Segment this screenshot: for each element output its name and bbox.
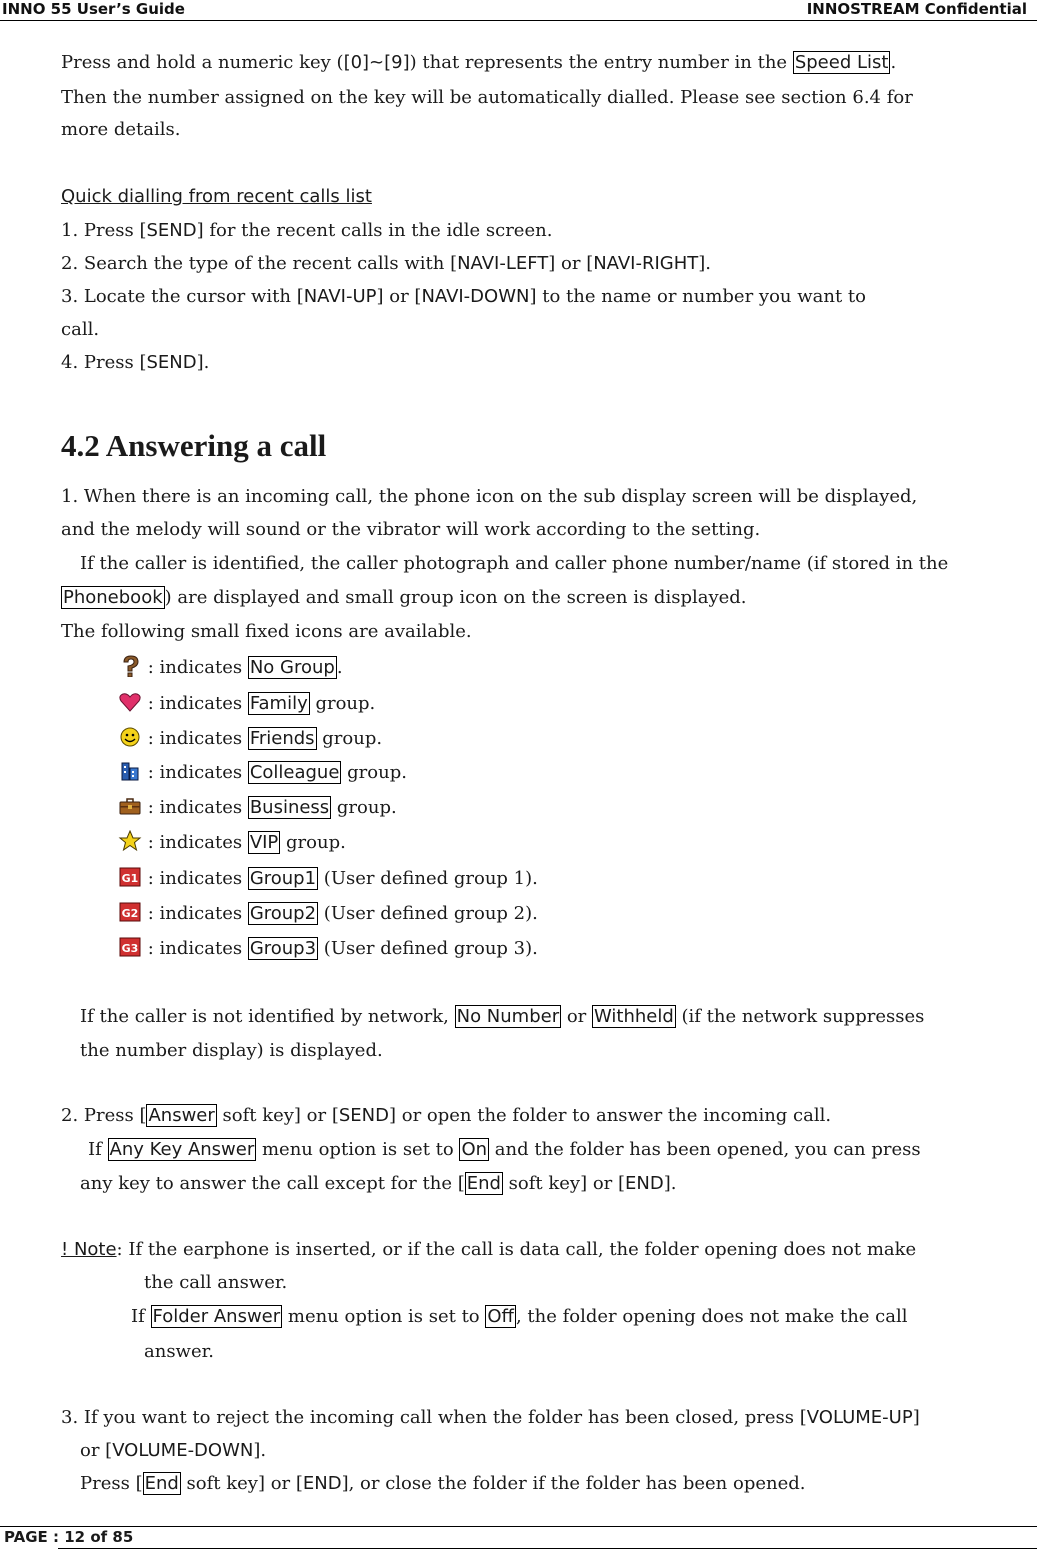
group-label-business: Business (249, 797, 330, 818)
quick-step-2: 2. Search the type of the recent calls with [NAVI-LEFT] or [NAVI-RIGHT]. (61, 253, 712, 274)
group-row-group3: G3 : indicates Group3 (User defined group 3). (118, 936, 538, 962)
answer-label: Answer (148, 1105, 215, 1126)
quick-step-3-cont: call. (61, 319, 100, 340)
p1-line-3: If the caller is identified, the caller photograph and caller phone number/name (if stored in the (80, 553, 949, 574)
group-label-colleague: Colleague (249, 762, 340, 783)
group-row-family: : indicates Family group. (118, 691, 375, 717)
p2-line-3: any key to answer the call except for the [ End soft key] or [END]. (80, 1173, 677, 1194)
group-row-colleague: : indicates Colleague group. (118, 760, 407, 786)
group-label-family: Family (249, 693, 308, 714)
group-row-no-group: : indicates No Group . (118, 655, 343, 681)
p3-line-2: or [VOLUME-DOWN]. (80, 1440, 267, 1461)
end-label-2: End (144, 1473, 179, 1494)
smiley-icon (118, 726, 142, 748)
page-footer (0, 1526, 1037, 1550)
intro-line-1: Press and hold a numeric key ([0]~[9]) that represents the entry number in the Speed List . (61, 52, 897, 73)
header-left: INNO 55 User’s Guide (2, 0, 185, 18)
quick-dial-title: Quick dialling from recent calls list (61, 186, 372, 207)
group-label-group2: Group2 (249, 903, 317, 924)
group-label-group1: Group1 (249, 868, 317, 889)
p3-line-3: Press [ End soft key] or [END], or close the folder if the folder has been opened. (80, 1473, 806, 1494)
end-label: End (466, 1173, 501, 1194)
folder-answer-label: Folder Answer (152, 1306, 281, 1327)
note-line-2: the call answer. (144, 1272, 288, 1293)
note-line-1: ! Note: If the earphone is inserted, or if the call is data call, the folder opening does not make (61, 1239, 917, 1260)
page-number: PAGE : 12 of 85 (4, 1528, 134, 1546)
note-line-4: answer. (144, 1341, 214, 1362)
group-label-no-group: No Group (249, 657, 335, 678)
svg-text:G3: G3 (121, 942, 139, 955)
quick-step-1: 1. Press [SEND] for the recent calls in the idle screen. (61, 220, 553, 241)
note-line-3: If Folder Answer menu option is set to Off , the folder opening does not make the call (131, 1306, 908, 1327)
withheld-label: Withheld (594, 1006, 674, 1027)
group-row-business: : indicates Business group. (118, 795, 397, 821)
footer-rule (0, 1526, 1037, 1527)
p2-line-2: If Any Key Answer menu option is set to On and the folder has been opened, you can press (88, 1139, 921, 1160)
page-header (0, 0, 1037, 21)
svg-text:G1: G1 (121, 872, 139, 885)
intro-line-2: Then the number assigned on the key will be automatically dialled. Please see section 6.4 for (61, 87, 913, 108)
building-icon (118, 760, 142, 782)
star-icon (118, 830, 142, 852)
group-row-vip: : indicates VIP group. (118, 830, 346, 856)
question-mark-icon (118, 655, 142, 677)
group-label-friends: Friends (249, 728, 315, 749)
heart-icon (118, 691, 142, 713)
any-key-answer-label: Any Key Answer (109, 1139, 255, 1160)
g2-icon (118, 901, 142, 923)
p2-line-1: 2. Press [ Answer soft key] or [SEND] or open the folder to answer the incoming call. (61, 1105, 832, 1126)
off-label: Off (487, 1306, 514, 1327)
intro-line-3: more details. (61, 119, 181, 140)
g3-icon (118, 936, 142, 958)
group-row-group2: G2 : indicates Group2 (User defined group 2). (118, 901, 538, 927)
group-label-vip: VIP (249, 832, 279, 853)
p1-line-5: The following small fixed icons are available. (61, 621, 472, 642)
footer-rule-bottom (58, 1548, 1037, 1549)
p1-line-1: 1. When there is an incoming call, the phone icon on the sub display screen will be displayed, (61, 486, 918, 507)
p1-line-4: Phonebook ) are displayed and small group icon on the screen is displayed. (63, 587, 747, 608)
unidentified-line-2: the number display) is displayed. (80, 1040, 383, 1061)
header-right: INNOSTREAM Confidential (806, 0, 1027, 18)
quick-step-3: 3. Locate the cursor with [NAVI-UP] or [NAVI-DOWN] to the name or number you want to (61, 286, 866, 307)
speed-list-label: Speed List (794, 52, 889, 73)
group-row-friends: : indicates Friends group. (118, 726, 382, 752)
p1-line-2: and the melody will sound or the vibrator will work according to the setting. (61, 519, 761, 540)
quick-step-4: 4. Press [SEND]. (61, 352, 210, 373)
g1-icon (118, 866, 142, 888)
section-title: 4.2 Answering a call (61, 428, 327, 463)
phonebook-label: Phonebook (63, 587, 163, 608)
p3-line-1: 3. If you want to reject the incoming call when the folder has been closed, press [VOLUME-UP] (61, 1407, 920, 1428)
note-label: ! Note (61, 1239, 117, 1260)
group-row-group1: G1 : indicates Group1 (User defined group 1). (118, 866, 538, 892)
group-label-group3: Group3 (249, 938, 317, 959)
on-label: On (461, 1139, 488, 1160)
unidentified-line-1: If the caller is not identified by network, No Number or Withheld (if the network suppresses (80, 1006, 925, 1027)
svg-text:G2: G2 (121, 907, 139, 920)
no-number-label: No Number (456, 1006, 560, 1027)
briefcase-icon (118, 795, 142, 817)
